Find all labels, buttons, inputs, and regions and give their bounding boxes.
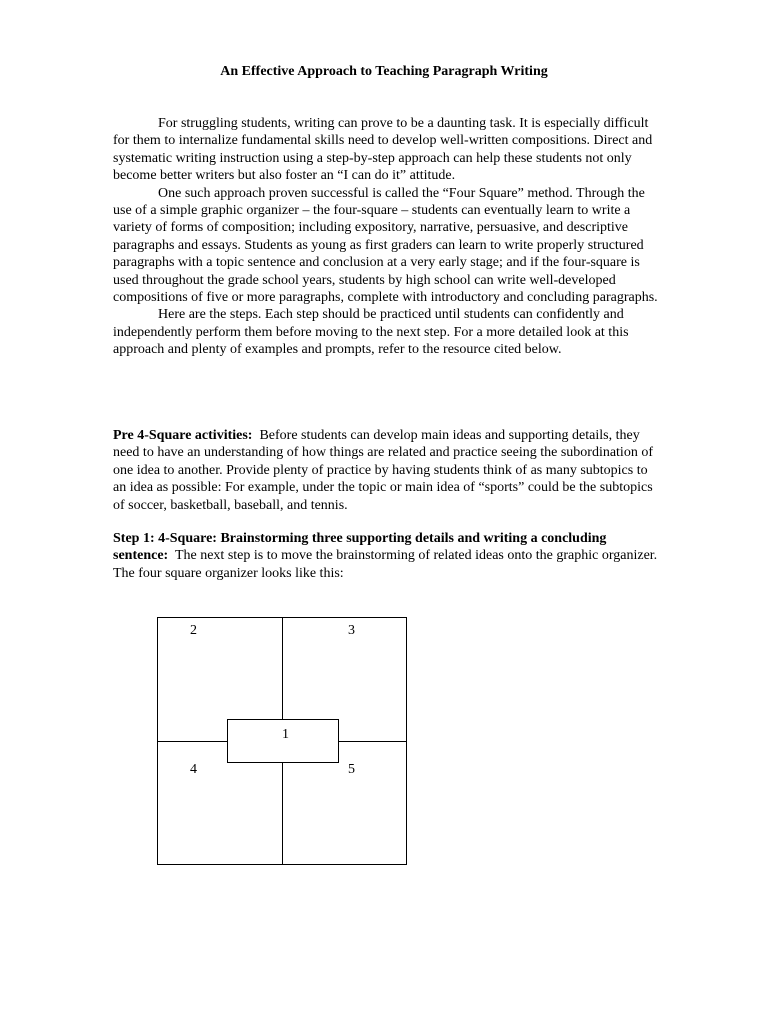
organizer-label-center: 1	[282, 727, 289, 742]
intro-paragraph-3: Here are the steps. Each step should be practiced until students can confidently and independently perform them before moving to the next step. For a more detailed look at this approach and plenty of examples and prompts, refer to the resource cited below.	[113, 307, 629, 358]
step1-heading: Step 1: 4-Square: Brainstorming three supporting details and writing a concluding sentence:	[113, 531, 607, 564]
organizer-label-bottom-left: 4	[190, 762, 197, 777]
four-square-organizer	[157, 617, 407, 865]
organizer-label-bottom-right: 5	[348, 762, 355, 777]
organizer-label-top-left: 2	[190, 623, 197, 638]
intro-paragraph-2: One such approach proven successful is called the “Four Square” method. Through the use of a simple graphic organizer – the four-square – students can eventually learn to write a variety of forms of composition; including expository, narrative, persuasive, and descriptive paragraphs and essays. Students as young as first graders can learn to write properly structured paragraphs with a topic sentence and conclusion at a very early stage; and if the four-square is used throughout the grade school years, students by high school can write well-developed compositions of five or more paragraphs, complete with introductory and concluding paragraphs.	[113, 185, 658, 306]
pre-four-square-heading: Pre 4-Square activities:	[113, 428, 253, 443]
step1-text: The next step is to move the brainstorming of related ideas onto the graphic organizer. The four square organizer looks like this:	[113, 548, 658, 581]
intro-section	[113, 115, 658, 359]
organizer-label-top-right: 3	[348, 623, 355, 638]
step1-section	[113, 530, 658, 582]
organizer-center-box	[227, 719, 339, 763]
page-title: An Effective Approach to Teaching Paragraph Writing	[220, 64, 548, 79]
step1-paragraph	[113, 530, 658, 582]
pre-four-square-section	[113, 427, 658, 514]
pre-four-square-paragraph	[113, 427, 658, 514]
pre-four-square-text: Before students can develop main ideas and supporting details, they need to have an understanding of how things are related and practice seeing the subordination of one idea to another. Provide plenty of practice by having students think of as many subtopics to an idea as possible: For example, under the topic or main idea of “sports” could be the subtopics of soccer, basketball, baseball, and tennis.	[113, 428, 653, 513]
intro-paragraph-1: For struggling students, writing can prove to be a daunting task. It is especially difficult for them to internalize fundamental skills need to develop well-written compositions. Direct and systematic writing instruction using a step-by-step approach can help these students not only become better writers but also foster an “I can do it” attitude.	[113, 116, 653, 184]
